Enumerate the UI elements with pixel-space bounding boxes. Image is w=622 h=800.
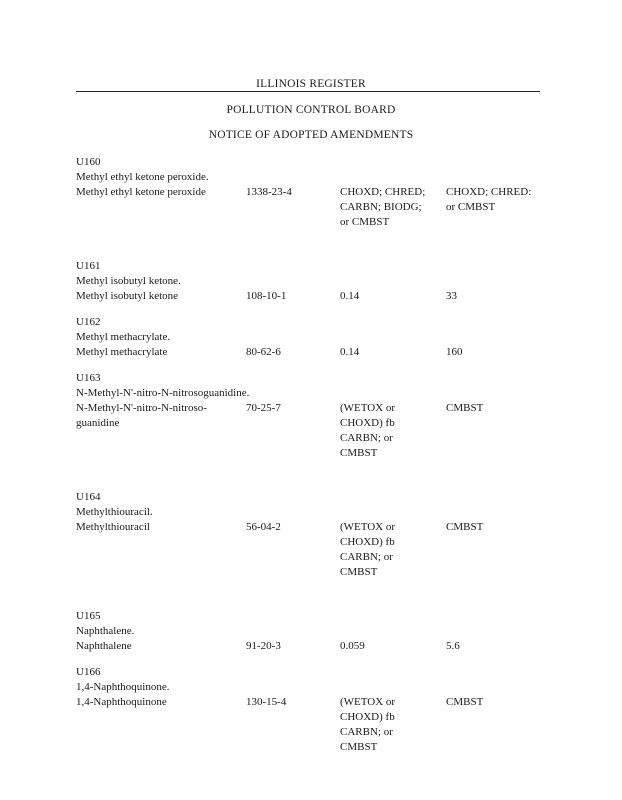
waste-heading: Methyl methacrylate. xyxy=(76,331,171,343)
constituent-name xyxy=(76,185,246,200)
nonwastewater-standard xyxy=(446,695,556,710)
waste-code: U162 xyxy=(76,316,101,328)
nonwastewater-standard-line: or CMBST xyxy=(446,201,496,213)
waste-entry xyxy=(76,490,556,580)
nonwastewater-standard-line: 5.6 xyxy=(446,640,460,652)
cas-number: 108-10-1 xyxy=(246,290,287,302)
wastewater-standard-line: CMBST xyxy=(340,566,378,578)
constituent-name-line: Methyl isobutyl ketone xyxy=(76,290,179,302)
register-title: ILLINOIS REGISTER xyxy=(256,78,366,90)
waste-code: U165 xyxy=(76,610,101,622)
wastewater-standard-line: CARBN; or xyxy=(340,432,393,444)
wastewater-standard-line: CHOXD; CHRED; xyxy=(340,186,426,198)
wastewater-standard-line: CARBN; or xyxy=(340,726,393,738)
waste-heading: N-Methyl-N'-nitro-N-nitrosoguanidine. xyxy=(76,387,250,399)
wastewater-standard-line: CHOXD) fb xyxy=(340,536,395,548)
cas-number: 1338-23-4 xyxy=(246,186,292,198)
constituent-name-line: N-Methyl-N'-nitro-N-nitroso- xyxy=(76,402,207,414)
waste-heading: Methyl ethyl ketone peroxide. xyxy=(76,171,209,183)
nonwastewater-standard xyxy=(446,289,556,304)
waste-heading: Methylthiouracil. xyxy=(76,506,153,518)
constituent-name xyxy=(76,289,246,304)
cas-number: 70-25-7 xyxy=(246,402,281,414)
constituent-row xyxy=(76,345,556,360)
wastewater-standard xyxy=(340,185,446,230)
notice-title: NOTICE OF ADOPTED AMENDMENTS xyxy=(208,129,414,141)
nonwastewater-standard xyxy=(446,639,556,654)
wastewater-standard xyxy=(340,695,446,755)
constituent-row xyxy=(76,289,556,304)
wastewater-standard-line: 0.14 xyxy=(340,346,360,358)
waste-entries-list xyxy=(76,155,556,766)
wastewater-standard-line: CHOXD) fb xyxy=(340,417,395,429)
nonwastewater-standard-line: CMBST xyxy=(446,402,484,414)
cas-number: 56-04-2 xyxy=(246,521,281,533)
wastewater-standard xyxy=(340,289,446,304)
waste-code: U164 xyxy=(76,491,101,503)
waste-entry xyxy=(76,259,556,304)
nonwastewater-standard-line: 160 xyxy=(446,346,463,358)
constituent-name-line: Methylthiouracil xyxy=(76,521,150,533)
wastewater-standard-line: 0.14 xyxy=(340,290,360,302)
constituent-name xyxy=(76,639,246,654)
constituent-row xyxy=(76,185,556,230)
nonwastewater-standard xyxy=(446,185,556,215)
waste-code: U166 xyxy=(76,666,101,678)
constituent-name xyxy=(76,401,246,431)
waste-entry xyxy=(76,371,556,461)
waste-heading: 1,4-Naphthoquinone. xyxy=(76,681,170,693)
constituent-name-line: 1,4-Naphthoquinone xyxy=(76,696,167,708)
cas-number: 80-62-6 xyxy=(246,346,281,358)
wastewater-standard-line: or CMBST xyxy=(340,216,390,228)
waste-entry xyxy=(76,609,556,654)
waste-heading: Naphthalene. xyxy=(76,625,135,637)
wastewater-standard-line: CMBST xyxy=(340,741,378,753)
constituent-name xyxy=(76,520,246,535)
wastewater-standard xyxy=(340,520,446,580)
wastewater-standard xyxy=(340,639,446,654)
waste-code: U161 xyxy=(76,260,101,272)
constituent-row xyxy=(76,520,556,580)
nonwastewater-standard-line: CMBST xyxy=(446,696,484,708)
constituent-row xyxy=(76,401,556,461)
cas-number: 130-15-4 xyxy=(246,696,287,708)
nonwastewater-standard xyxy=(446,401,556,416)
constituent-row xyxy=(76,695,556,755)
wastewater-standard-line: CMBST xyxy=(340,447,378,459)
wastewater-standard-line: CARBN; or xyxy=(340,551,393,563)
constituent-name xyxy=(76,695,246,710)
wastewater-standard-line: (WETOX or xyxy=(340,696,396,708)
waste-code: U160 xyxy=(76,156,101,168)
waste-entry xyxy=(76,665,556,755)
wastewater-standard xyxy=(340,345,446,360)
wastewater-standard-line: (WETOX or xyxy=(340,402,396,414)
board-name: POLLUTION CONTROL BOARD xyxy=(226,104,396,116)
waste-entry xyxy=(76,315,556,360)
nonwastewater-standard-line: 33 xyxy=(446,290,457,302)
wastewater-standard-line: 0.059 xyxy=(340,640,365,652)
constituent-name-line: Methyl ethyl ketone peroxide xyxy=(76,186,206,198)
constituent-name-line: Naphthalene xyxy=(76,640,132,652)
header-rule xyxy=(76,91,540,92)
wastewater-standard-line: (WETOX or xyxy=(340,521,396,533)
nonwastewater-standard-line: CMBST xyxy=(446,521,484,533)
wastewater-standard xyxy=(340,401,446,461)
waste-code: U163 xyxy=(76,372,101,384)
nonwastewater-standard-line: CHOXD; CHRED: xyxy=(446,186,532,198)
wastewater-standard-line: CARBN; BIODG; xyxy=(340,201,422,213)
constituent-name-line: guanidine xyxy=(76,417,120,429)
wastewater-standard-line: CHOXD) fb xyxy=(340,711,395,723)
waste-entry xyxy=(76,155,556,230)
constituent-row xyxy=(76,639,556,654)
nonwastewater-standard xyxy=(446,345,556,360)
waste-heading: Methyl isobutyl ketone. xyxy=(76,275,181,287)
constituent-name xyxy=(76,345,246,360)
constituent-name-line: Methyl methacrylate xyxy=(76,346,168,358)
cas-number: 91-20-3 xyxy=(246,640,281,652)
nonwastewater-standard xyxy=(446,520,556,535)
